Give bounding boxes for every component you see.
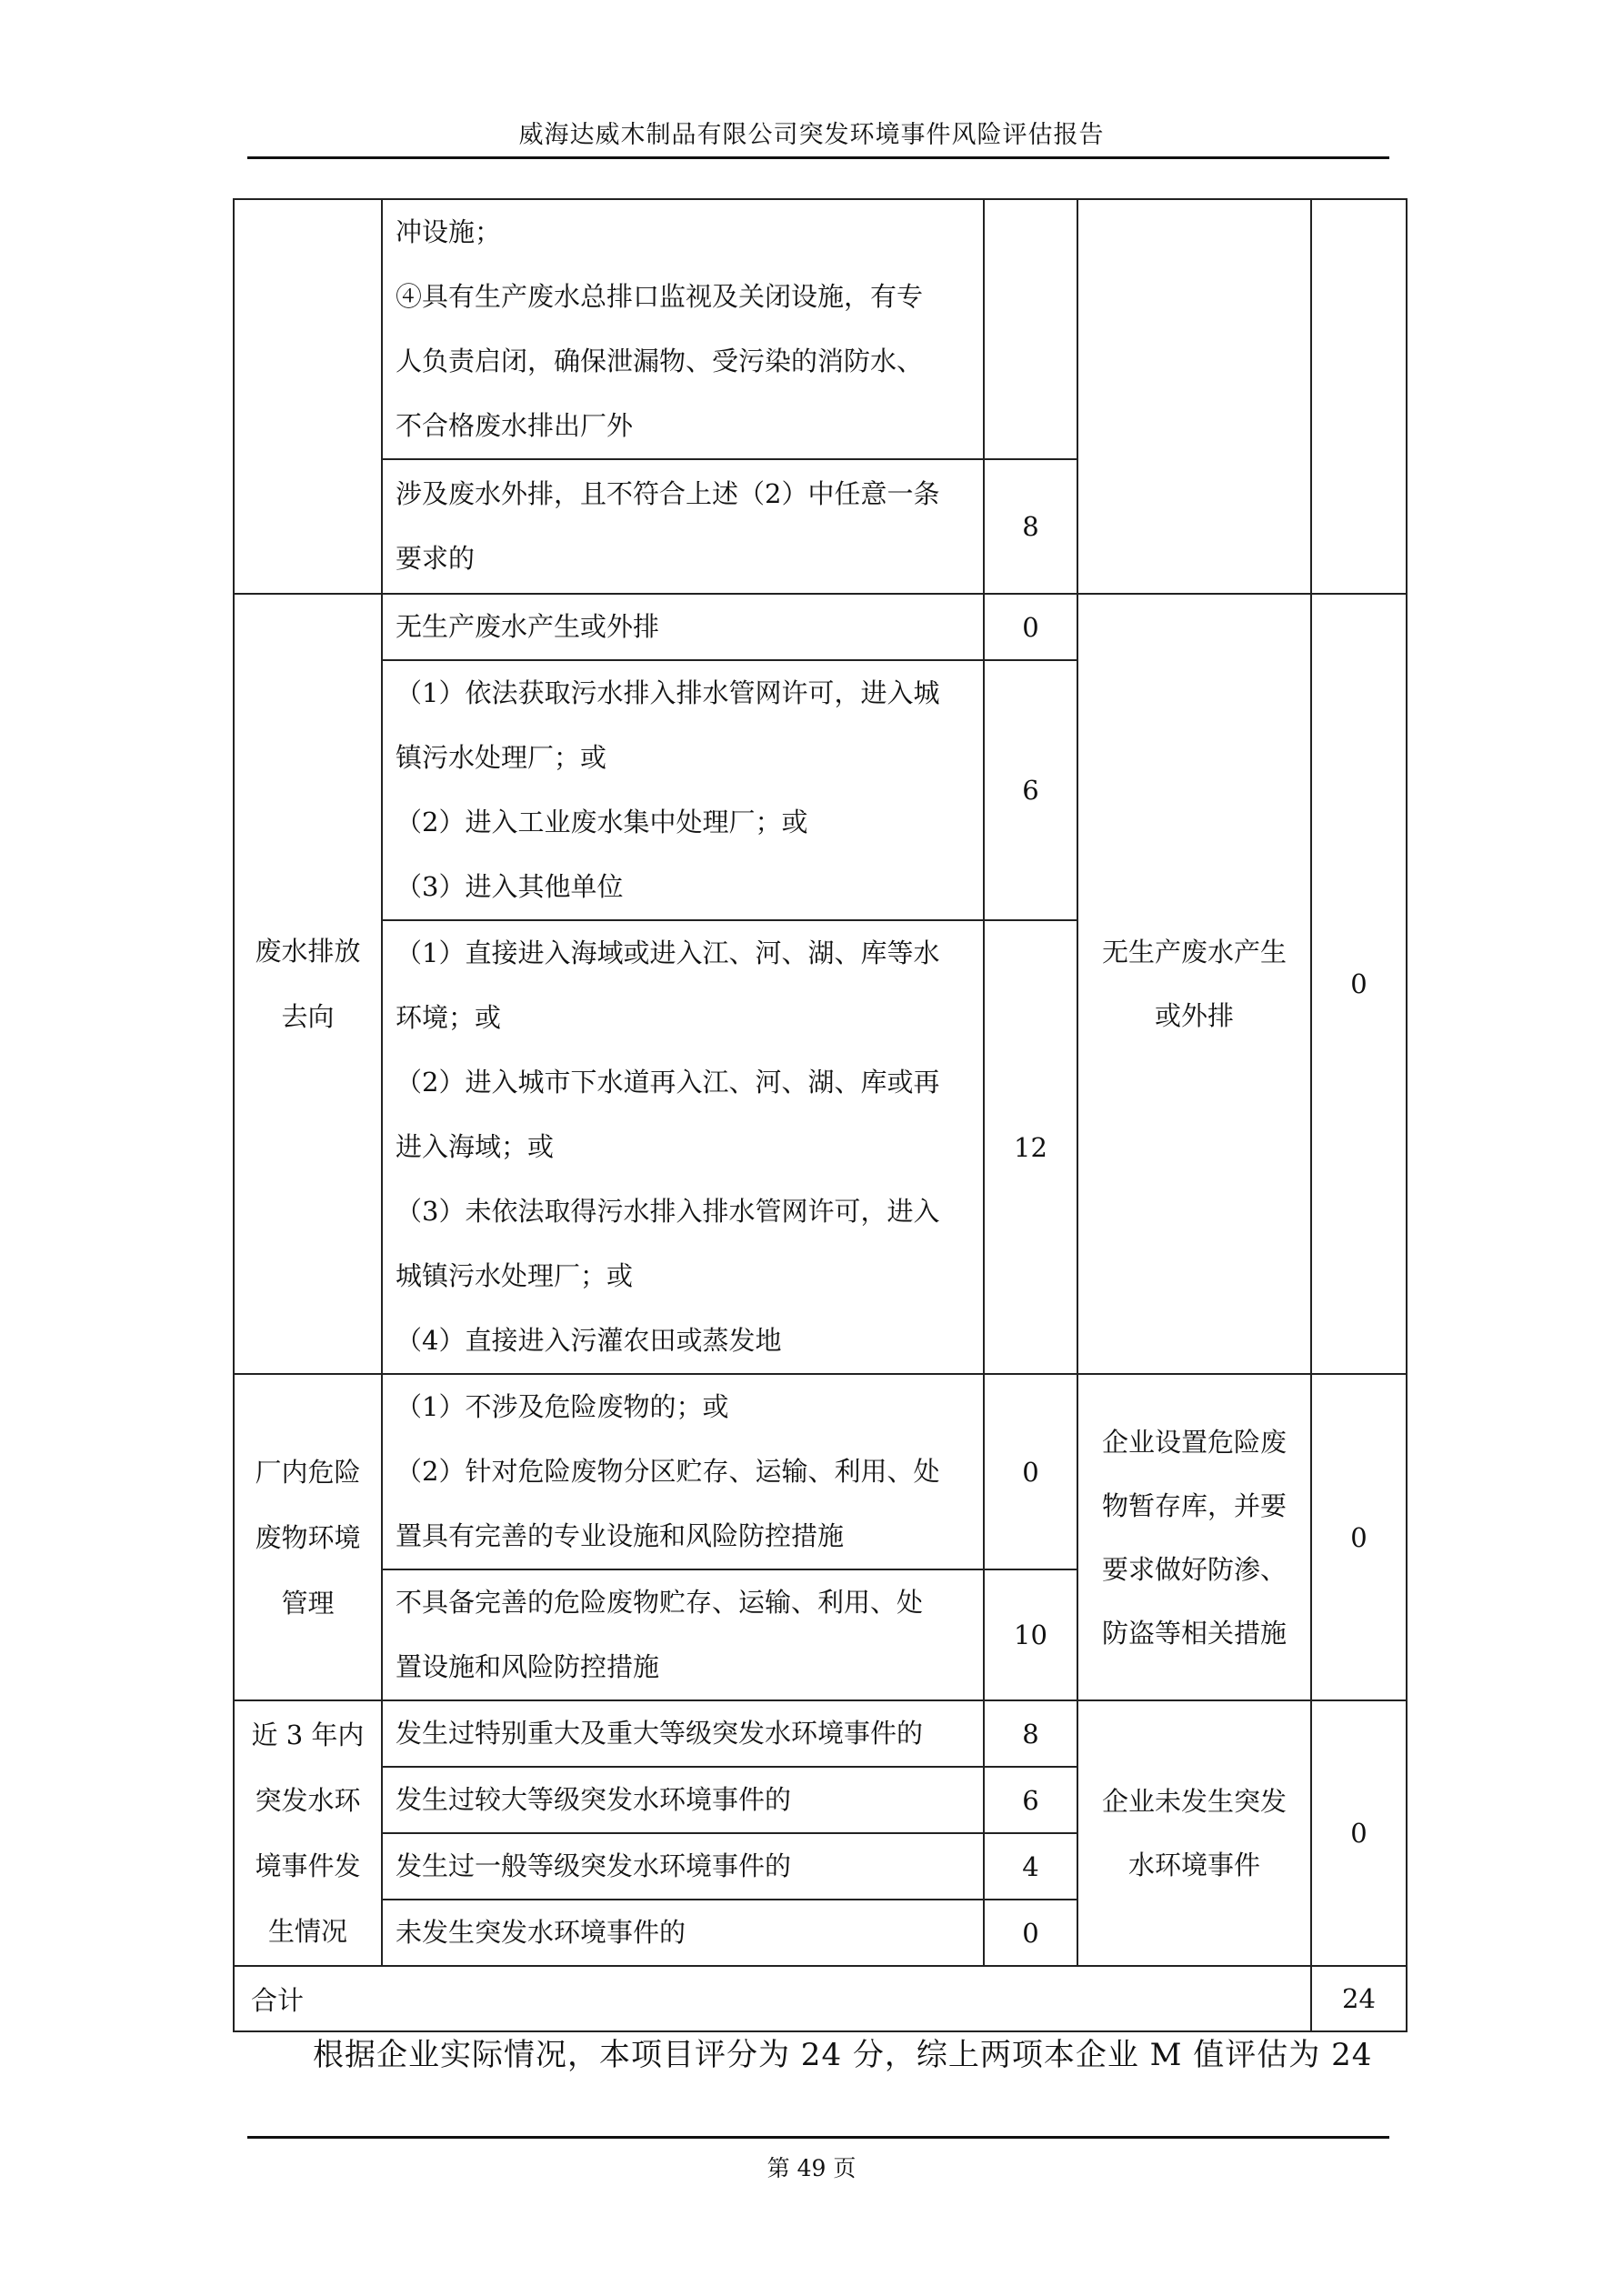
text-line: 物暂存库，并要 (1101, 1489, 1287, 1521)
text-line: 置设施和风险防控措施 (396, 1651, 660, 1682)
text-line: 废水排放 (255, 936, 361, 967)
text-line: 境事件发 (255, 1850, 361, 1881)
text-line: 不合格废水排出厂外 (396, 410, 634, 441)
risk-assessment-table (233, 198, 1408, 2032)
option-score: 10 (984, 1569, 1077, 1700)
option-description (382, 1767, 984, 1833)
option-description (382, 660, 984, 920)
text-line: 管理 (281, 1587, 335, 1619)
assessed-score: 0 (1311, 594, 1407, 1374)
text-line: 企业设置危险废 (1101, 1426, 1287, 1458)
assessed-score: 0 (1311, 1700, 1407, 1966)
text-line: 生情况 (267, 1916, 347, 1947)
table-row (234, 594, 1407, 660)
option-score: 0 (984, 594, 1077, 660)
text-line: 近 3 年内 (251, 1719, 365, 1750)
text-line: 不具备完善的危险废物贮存、运输、利用、处 (396, 1587, 924, 1618)
assessed-score: 0 (1311, 1374, 1407, 1700)
text-line: 或外排 (1154, 1000, 1234, 1031)
text-line: 水环境事件 (1127, 1850, 1260, 1880)
text-line: （4）直接进入污灌农田或蒸发地 (396, 1325, 782, 1356)
text-line: 置具有完善的专业设施和风险防控措施 (396, 1520, 845, 1551)
text-line: （2）进入城市下水道再入江、河、湖、库或再 (396, 1067, 940, 1098)
text-line: 进入海域；或 (396, 1131, 555, 1162)
option-description (382, 1700, 984, 1767)
text-line: 防盗等相关措施 (1101, 1617, 1287, 1649)
option-description (382, 459, 984, 594)
text-line: 去向 (281, 1001, 335, 1032)
text-line: 涉及废水外排，且不符合上述（2）中任意一条 (396, 478, 940, 509)
option-score: 6 (984, 1767, 1077, 1833)
total-label: 合计 (234, 1966, 1311, 2031)
text-line: （1）不涉及危险废物的；或 (396, 1391, 729, 1422)
text-line: （3）进入其他单位 (396, 871, 624, 902)
text-line: ④具有生产废水总排口监视及关闭设施，有专 (396, 281, 924, 312)
text-line: 厂内危险 (255, 1456, 361, 1488)
text-line: 废物环境 (255, 1521, 361, 1553)
actual-situation (1077, 594, 1311, 1374)
text-line: 企业未发生突发 (1101, 1786, 1287, 1817)
text-line: 无生产废水产生或外排 (396, 611, 660, 642)
option-score: 6 (984, 660, 1077, 920)
text-line: 无生产废水产生 (1101, 937, 1287, 968)
actual-situation (1077, 199, 1311, 594)
option-description (382, 1374, 984, 1569)
footer-rule (247, 2136, 1389, 2139)
option-description (382, 1900, 984, 1966)
header-rule (247, 156, 1389, 159)
option-score: 8 (984, 459, 1077, 594)
text-line: 发生过较大等级突发水环境事件的 (396, 1784, 792, 1815)
text-line: 突发水环 (255, 1785, 361, 1816)
text-line: （2）进入工业废水集中处理厂；或 (396, 807, 808, 837)
indicator-cell (234, 594, 382, 1374)
text-line: 城镇污水处理厂；或 (396, 1260, 634, 1291)
indicator-cell (234, 1700, 382, 1966)
page-number: 第 49 页 (766, 2155, 857, 2181)
text-line: （1）依法获取污水排入排水管网许可，进入城 (396, 677, 940, 708)
table-row (234, 199, 1407, 459)
option-score: 8 (984, 1700, 1077, 1767)
actual-situation (1077, 1374, 1311, 1700)
text-line: （2）针对危险废物分区贮存、运输、利用、处 (396, 1456, 940, 1487)
text-line: （3）未依法取得污水排入排水管网许可，进入 (396, 1196, 940, 1227)
total-row (234, 1966, 1407, 2031)
option-score: 0 (984, 1374, 1077, 1569)
text-line: 环境；或 (396, 1002, 502, 1033)
assessed-score (1311, 199, 1407, 594)
indicator-cell (234, 199, 382, 594)
text-line: 要求的 (396, 543, 476, 574)
text-line: 发生过特别重大及重大等级突发水环境事件的 (396, 1718, 924, 1749)
text-line: 未发生突发水环境事件的 (396, 1917, 686, 1948)
option-score: 12 (984, 920, 1077, 1374)
option-score: 4 (984, 1833, 1077, 1900)
table-row (234, 1700, 1407, 1767)
text-line: 冲设施； (396, 216, 502, 247)
report-header-title: 威海达威木制品有限公司突发环境事件风险评估报告 (518, 121, 1105, 149)
total-value: 24 (1311, 1966, 1407, 2031)
option-description (382, 1833, 984, 1900)
option-description (382, 594, 984, 660)
text-line: 发生过一般等级突发水环境事件的 (396, 1850, 792, 1881)
actual-situation (1077, 1700, 1311, 1966)
text-line: 人负责启闭，确保泄漏物、受污染的消防水、 (396, 346, 924, 376)
option-description (382, 199, 984, 459)
summary-paragraph: 根据企业实际情况，本项目评分为 24 分，综上两项本企业 M 值评估为 24 (313, 2037, 1373, 2073)
option-description (382, 920, 984, 1374)
text-line: （1）直接进入海域或进入江、河、湖、库等水 (396, 937, 940, 968)
table-row (234, 1374, 1407, 1569)
option-score: 0 (984, 1900, 1077, 1966)
option-score (984, 199, 1077, 459)
indicator-cell (234, 1374, 382, 1700)
text-line: 镇污水处理厂；或 (396, 742, 607, 773)
text-line: 要求做好防渗、 (1101, 1553, 1287, 1585)
option-description (382, 1569, 984, 1700)
